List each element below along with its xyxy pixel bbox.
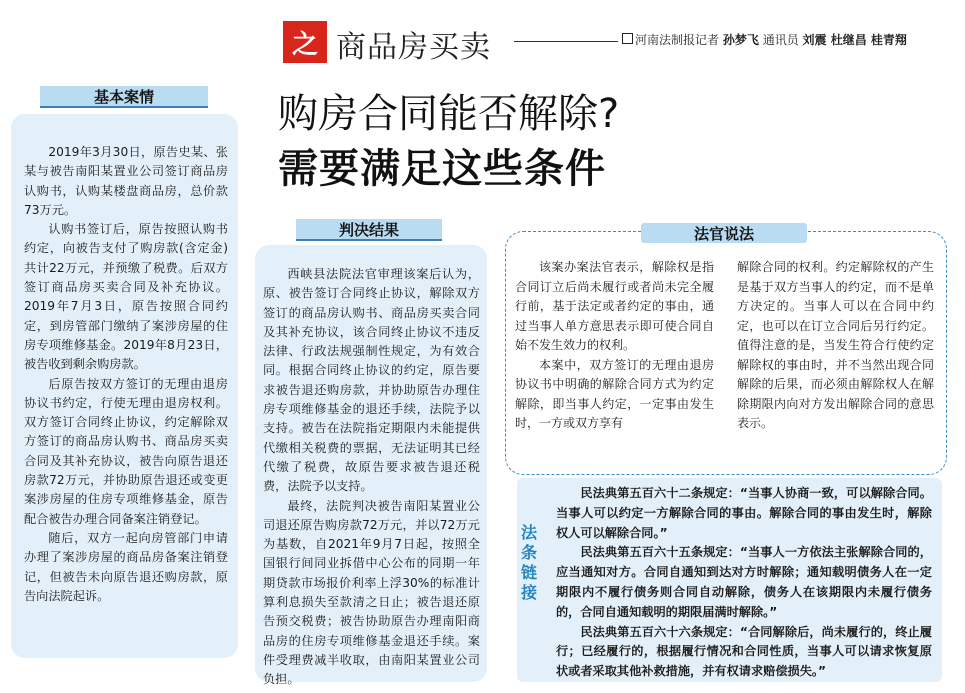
law-links-text bbox=[556, 484, 932, 682]
byline bbox=[622, 31, 907, 48]
basic-case-paragraph: 随后，双方一起向房管部门申请办理了案涉房屋的商品房备案注销登记，但被告未向原告退还购房款，原告向法院起诉。 bbox=[24, 530, 228, 603]
basic-case-paragraph: 认购书签订后，原告按照认购书约定，向被告支付了购房款(含定金)共计22万元，并预缴了税费。后双方签订商品房买卖合同及补充协议。2019年7月3日，原告按照合同约定，到房管部门缴纳了案涉房屋的住房专项维修基金。2019年8月23日，被告收到剩余购房款。 bbox=[24, 222, 228, 372]
judge-says-paragraph: 该案办案法官表示，解除权是指合同订立后尚未履行或者尚未完全履行前，基于法定或者约定的事由，通过当事人单方意思表示即可使合同自始不发生效力的权利。 bbox=[515, 260, 714, 352]
judge-says-column-1 bbox=[515, 258, 714, 434]
section-title: 商品房买卖 bbox=[336, 30, 491, 65]
section-badge: 之 bbox=[283, 21, 327, 63]
basic-case-paragraph: 后原告按双方签订的无理由退房协议书约定，行使无理由退房权利。双方签订合同终止协议，约定解除双方签订的商品房认购书、商品房买卖合同及其补充协议，被告向原告退还房款72万元，并协助原告退还或变更案涉房屋的住房专项维修基金，原告配合被告办理合同备案注销登记。 bbox=[24, 376, 228, 526]
headline-line1: 购房合同能否解除? bbox=[278, 91, 620, 137]
law-links-label: 法条链接 bbox=[520, 523, 537, 602]
basic-case-text bbox=[24, 143, 228, 606]
reporter-name: 孙梦飞 bbox=[722, 33, 759, 47]
judge-says-column-2 bbox=[737, 258, 934, 434]
judge-says-label: 法官说法 bbox=[641, 223, 807, 243]
square-icon bbox=[622, 33, 633, 44]
law-article: 民法典第五百六十二条规定：“当事人协商一致，可以解除合同。当事人可以约定一方解除合同的事由。解除合同的事由发生时，解除权人可以解除合同。” bbox=[556, 486, 932, 540]
correspondent-names: 刘震 杜继昌 桂青翔 bbox=[802, 33, 907, 47]
law-article: 民法典第五百六十五条规定：“当事人一方依法主张解除合同的，应当通知对方。合同自通知到达对方时解除；通知载明债务人在一定期限内不履行债务则合同自动解除，债务人在该期限内未履行债务的，合同自通知载明的期限届满时解除。” bbox=[556, 545, 932, 619]
headline-line2: 需要满足这些条件 bbox=[278, 146, 606, 192]
judge-says-paragraph: 解除合同的权利。约定解除权的产生是基于双方当事人的约定，而不是单方决定的。当事人可以在合同中约定，也可以在订立合同后另行约定。值得注意的是，当发生符合行使约定解除权的事由时，并不当然出现合同解除的后果，而必须由解除权人在解除期限内向对方发出解除合同的意思表示。 bbox=[737, 260, 934, 430]
correspondent-label: 通讯员 bbox=[762, 33, 799, 47]
verdict-paragraph: 西峡县法院法官审理该案后认为，原、被告签订合同终止协议，解除双方签订的商品房认购书、商品房买卖合同及其补充协议，该合同终止协议不违反法律、行政法规强制性规定，为有效合同。根据合同终止协议的约定，原告要求被告退还购房款，并协助原告办理住房专项维修基金的退还手续，法院予以支持。被告在法院指定期限内未能提供代缴相关税费的票据，无法证明其已经代缴了税费，故原告要求被告退还税费，法院予以支持。 bbox=[263, 267, 480, 494]
verdict-text bbox=[263, 265, 480, 690]
byline-prefix: 河南法制报记者 bbox=[635, 33, 720, 47]
judge-says-paragraph: 本案中，双方签订的无理由退房协议书中明确的解除合同方式为约定解除，即当事人约定，一定事由发生时，一方或双方享有 bbox=[515, 357, 714, 430]
verdict-paragraph: 最终，法院判决被告南阳某置业公司退还原告购房款72万元，并以72万元为基数，自2021年9月7日起，按照全国银行间同业拆借中心公布的同期一年期贷款市场报价利率上浮30%的标准计算利息损失至款清之日止；被告退还原告预交税费；被告协助原告办理南阳商品房的住房专项维修基金退还手续。案件受理费减半收取，由南阳某置业公司负担。 bbox=[263, 498, 480, 687]
verdict-label: 判决结果 bbox=[296, 219, 442, 241]
basic-case-label: 基本案情 bbox=[40, 86, 208, 108]
basic-case-paragraph: 2019年3月30日，原告史某、张某与被告南阳某置业公司签订商品房认购书，认购某楼盘商品房，总价款73万元。 bbox=[24, 145, 228, 217]
law-article: 民法典第五百六十六条规定：“合同解除后，尚未履行的，终止履行；已经履行的，根据履行情况和合同性质，当事人可以请求恢复原状或者采取其他补救措施，并有权请求赔偿损失。” bbox=[556, 624, 932, 679]
header-rule bbox=[514, 41, 618, 42]
